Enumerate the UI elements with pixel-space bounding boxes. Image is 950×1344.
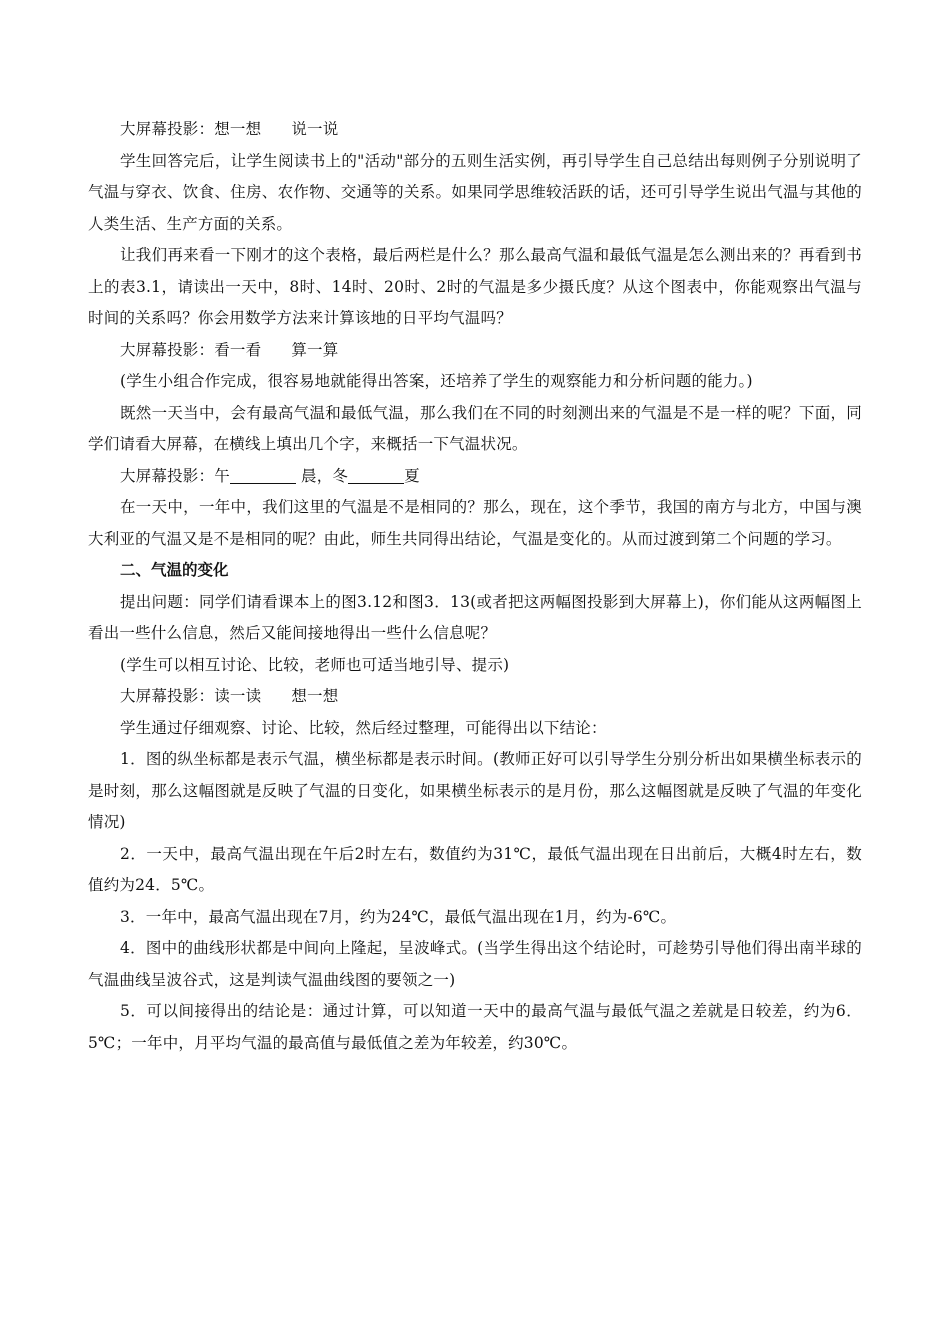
conclusion-1: 1．图的纵坐标都是表示气温，横坐标都是表示时间。(教师正好可以引导学生分别分析出如果横坐标表示的是时刻，那么这幅图就是反映了气温的日变化，如果横坐标表示的是月份，那么这幅图就是反映了气温的年变化情况) (88, 750, 862, 831)
paragraph-fill-blank-intro: 既然一天当中，会有最高气温和最低气温，那么我们在不同的时刻测出来的气温是不是一样的呢？下面，同学们请看大屏幕，在横线上填出几个字，来概括一下气温状况。 (88, 403, 862, 453)
paragraph-group-work: (学生小组合作完成，很容易地就能得出答案，还培养了学生的观察能力和分析问题的能力。) (120, 372, 753, 390)
fill-blank-suffix: 夏 (404, 466, 420, 485)
blank-line (348, 465, 404, 484)
paragraph-table-question: 让我们再来看一下刚才的这个表格，最后两栏是什么？那么最高气温和最低气温是怎么测出来的？再看到书上的表3.1，请读出一天中，8时、14时、20时、2时的气温是多少摄氏度？从这个图表中，你能观察出气温与时间的关系吗？你会用数学方法来计算该地的日平均气温吗？ (88, 246, 862, 327)
projection-fill-blank (88, 461, 862, 493)
paragraph-activity: 学生回答完后，让学生阅读书上的"活动"部分的五则生活实例，再引导学生自己总结出每则例子分别说明了气温与穿衣、饮食、住房、农作物、交通等的关系。如果同学思维较活跃的话，还可引导学生说出气温与其他的人类生活、生产方面的关系。 (88, 151, 862, 233)
projection-label: 大屏幕投影：看一看 (120, 340, 262, 359)
blank-line (230, 465, 296, 484)
paragraph-conclusions-intro: 学生通过仔细观察、讨论、比较，然后经过整理，可能得出以下结论： (120, 718, 607, 737)
projection-item: 算一算 (291, 340, 339, 359)
fill-blank-middle: 晨，冬 (295, 466, 349, 485)
paragraph-question: 提出问题：同学们请看课本上的图3.12和图3．13(或者把这两幅图投影到大屏幕上)，你们能从这两幅图上看出一些什么信息，然后又能间接地得出一些什么信息呢？ (88, 592, 862, 642)
paragraph-discussion: (学生可以相互讨论、比较，老师也可适当地引导、提示) (120, 655, 510, 674)
conclusion-2: 2．一天中，最高气温出现在午后2时左右，数值约为31℃，最低气温出现在日出前后，大概4时左右，数值约为24．5℃。 (88, 844, 862, 894)
fill-blank-prefix: 大屏幕投影：午 (120, 466, 230, 485)
projection-item: 说一说 (291, 120, 339, 138)
conclusion-5: 5．可以间接得出的结论是：通过计算，可以知道一天中的最高气温与最低气温之差就是日较差，约为6．5℃；一年中，月平均气温的最高值与最低值之差为年较差，约30℃。 (88, 1002, 862, 1052)
projection-line-think-speak (88, 114, 862, 146)
section-heading: 二、气温的变化 (120, 561, 229, 579)
conclusion-4: 4．图中的曲线形状都是中间向上隆起，呈波峰式。(当学生得出这个结论时，可趁势引导他们得出南半球的气温曲线呈波谷式，这是判读气温曲线图的要领之一) (88, 939, 862, 989)
projection-item: 想一想 (291, 687, 339, 705)
projection-line-read-think (88, 681, 862, 713)
document-page (88, 114, 862, 1059)
projection-label: 大屏幕投影：想一想 (120, 120, 262, 138)
paragraph-temperature-varies: 在一天中，一年中，我们这里的气温是不是相同的？那么，现在，这个季节，我国的南方与北方，中国与澳大利亚的气温又是不是相同的呢？由此，师生共同得出结论，气温是变化的。从而过渡到第二个问题的学习。 (88, 498, 862, 548)
projection-line-look-calc (88, 335, 862, 367)
projection-label: 大屏幕投影：读一读 (120, 687, 262, 705)
conclusion-3: 3．一年中，最高气温出现在7月，约为24℃，最低气温出现在1月，约为-6℃。 (120, 907, 677, 926)
